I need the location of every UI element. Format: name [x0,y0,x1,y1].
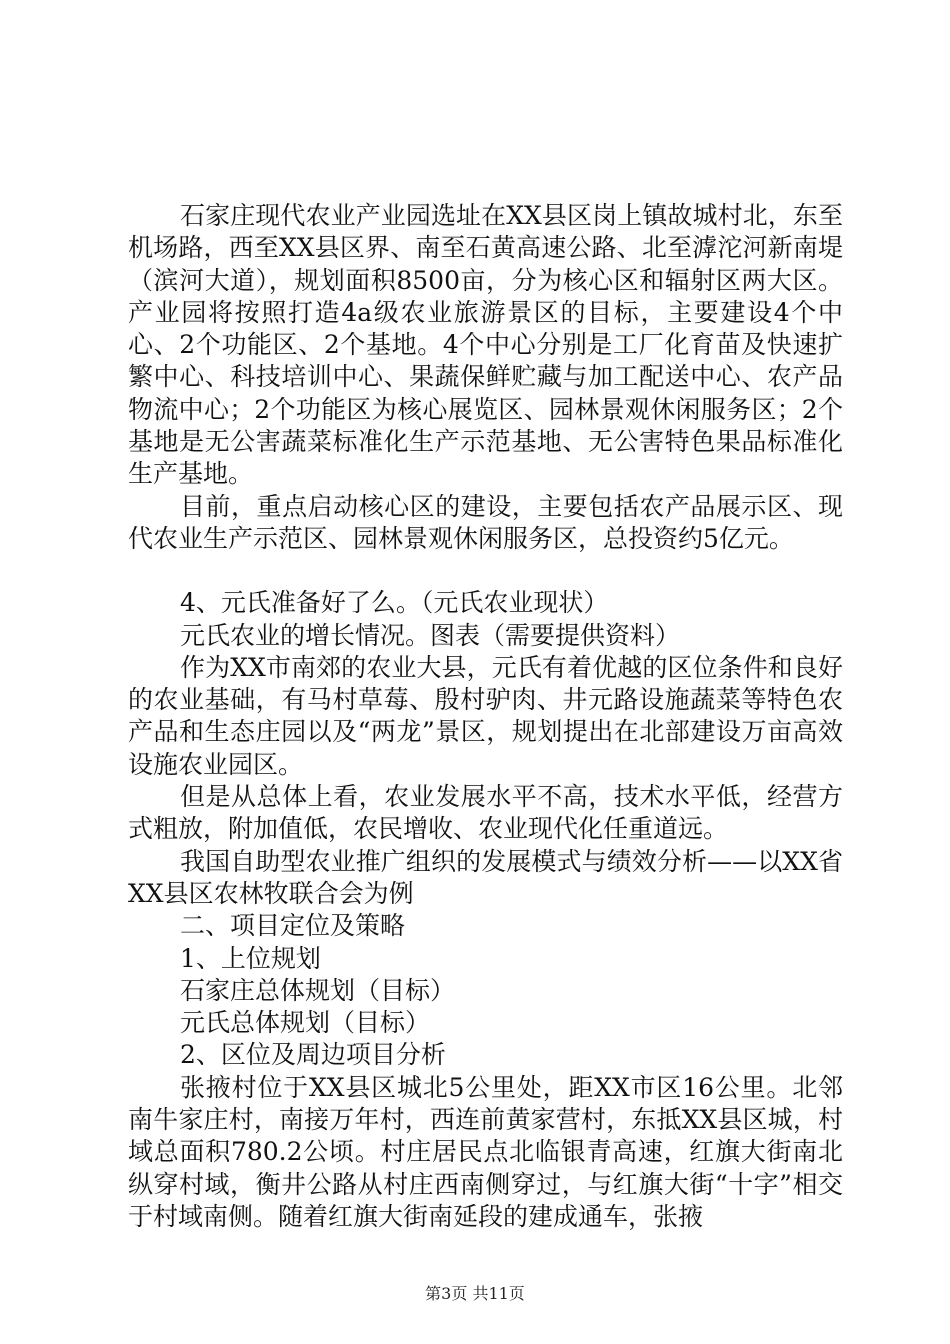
paragraph-current-focus: 目前，重点启动核心区的建设，主要包括农产品展示区、现代农业生产示范区、园林景观休闲服务区，总投资约5亿元。 [128,491,843,553]
paragraph-yuanshi-advantages: 作为XX市南郊的农业大县，元氏有着优越的区位条件和良好的农业基础，有马村草莓、殷村驴肉、井元路设施蔬菜等特色农产品和生态庄园以及“两龙”景区，规划提出在北部建设万亩高效设施农业园区。 [128,652,843,779]
item-shijiazhuang-plan: 石家庄总体规划（目标） [180,975,456,1005]
document-body [128,200,843,1233]
paragraph-overall-status: 但是从总体上看，农业发展水平不高，技术水平低，经营方式粗放，附加值低，农民增收、农业现代化任重道远。 [128,782,843,844]
section-heading-positioning: 二、项目定位及策略 [180,911,406,941]
paragraph-growth-chart-note: 元氏农业的增长情况。图表（需要提供资料） [180,620,681,650]
page-number-footer: 第3页 共11页 [425,1284,525,1303]
paragraph-spacer [128,555,843,587]
paragraph-park-site: 石家庄现代农业产业园选址在XX县区岗上镇故城村北，东至机场路，西至XX县区界、南至石黄高速公路、北至滹沱河新南堤（滨河大道），规划面积8500亩，分为核心区和辐射区两大区。产业园将按照打造4a级农业旅游景区的目标，主要建设4个中心、2个功能区、2个基地。4个中心分别是工厂化育苗及快速扩繁中心、科技培训中心、果蔬保鲜贮藏与加工配送中心、农产品物流中心；2个功能区为核心展览区、园林景观休闲服务区；2个基地是无公害蔬菜标准化生产示范基地、无公害特色果品标准化生产基地。 [128,201,843,489]
paragraph-reference-title: 我国自助型农业推广组织的发展模式与绩效分析——以XX省XX县区农林牧联合会为例 [128,846,843,908]
item-yuanshi-plan: 元氏总体规划（目标） [180,1008,431,1038]
subheading-location-analysis: 2、区位及周边项目分析 [180,1040,446,1070]
section-heading-yuanshi-ready: 4、元氏准备好了么。（元氏农业现状） [180,588,609,618]
paragraph-village-location: 张掖村位于XX县区城北5公里处，距XX市区16公里。北邻南牛家庄村，南接万年村，西连前黄家营村，东抵XX县区城，村域总面积780.2公顷。村庄居民点北临银青高速，红旗大街南北纵穿村域，衡井公路从村庄西南侧穿过，与红旗大街“十字”相交于村域南侧。随着红旗大街南延段的建成通车，张掖 [128,1072,843,1231]
subheading-upper-planning: 1、上位规划 [180,943,321,973]
